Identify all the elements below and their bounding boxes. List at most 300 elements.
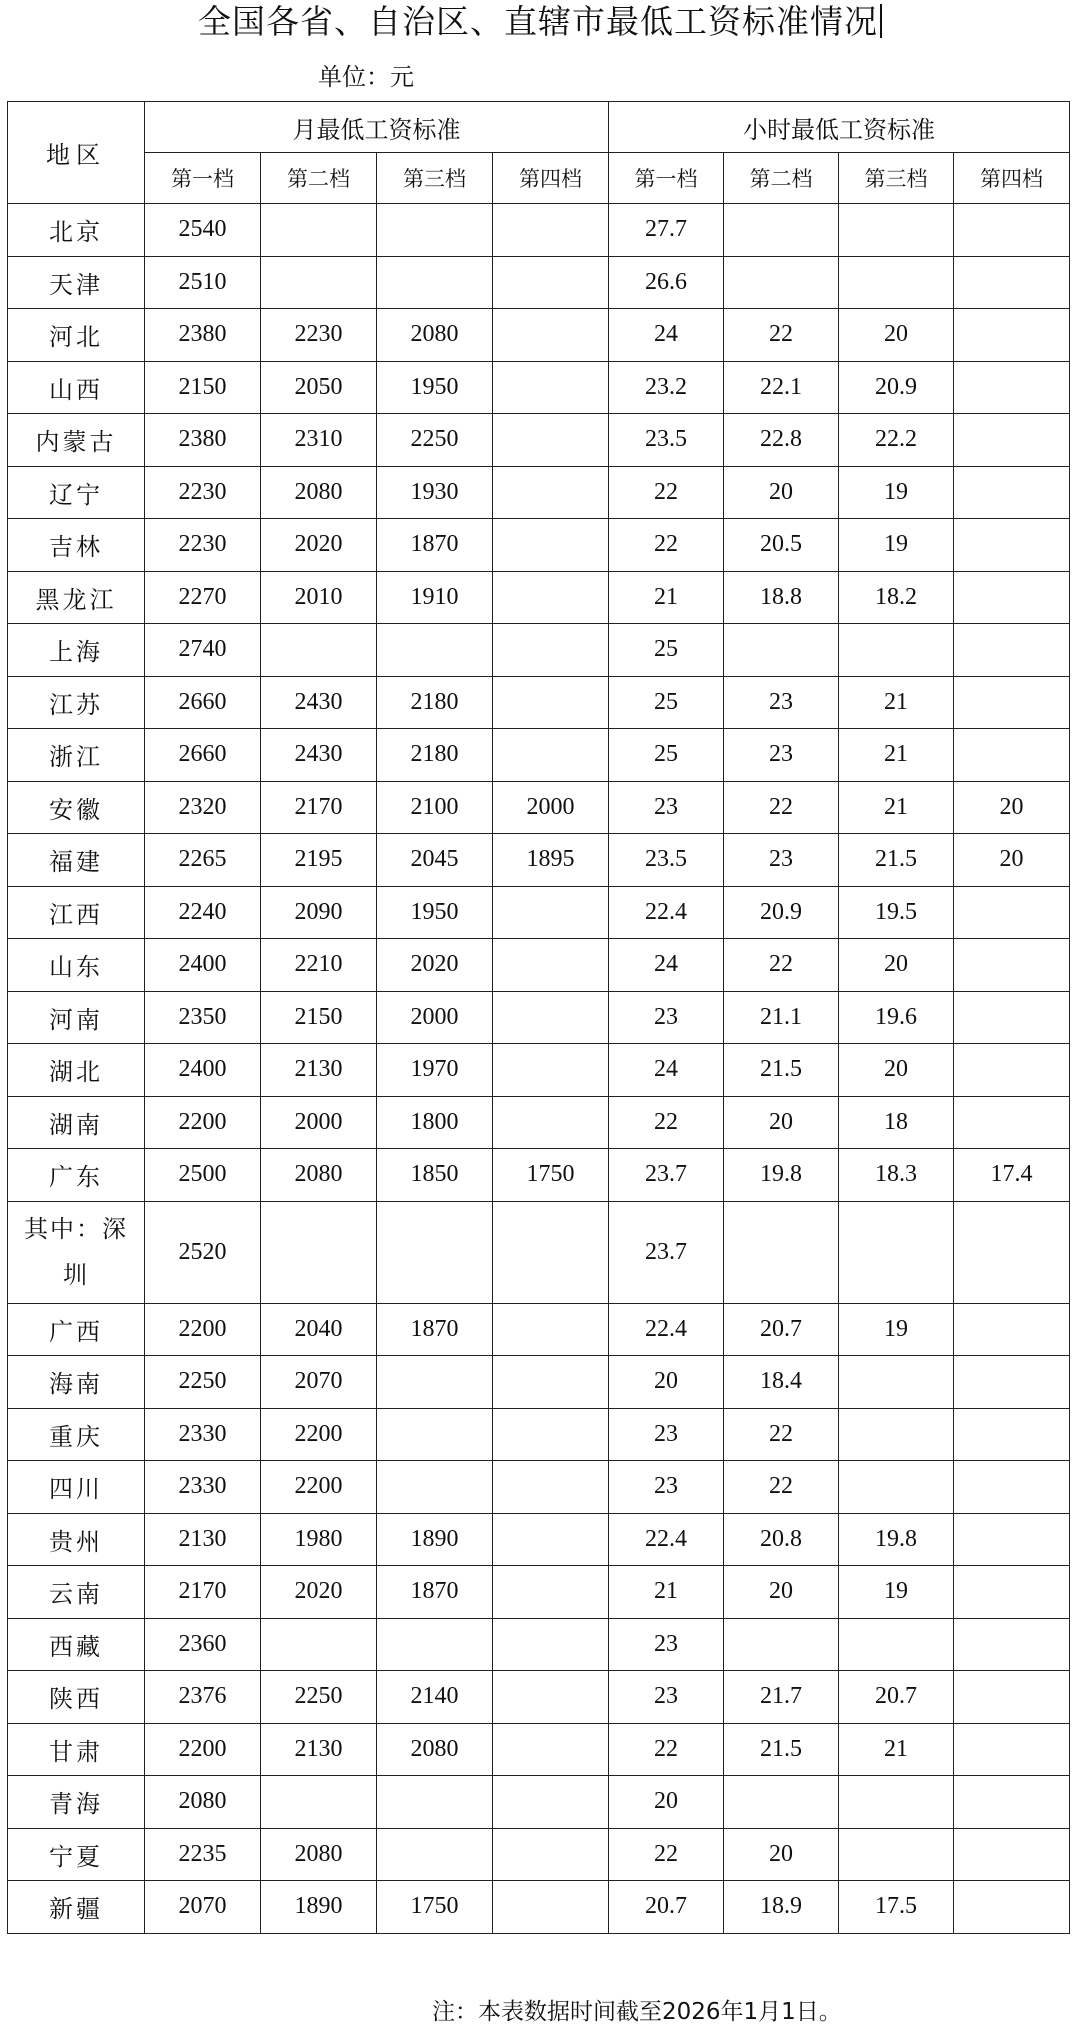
hourly-tier-3-cell — [839, 256, 954, 309]
monthly-tier-4-cell — [493, 1096, 609, 1149]
hourly-tier-1-cell: 24 — [609, 1044, 724, 1097]
monthly-tier-3-cell: 2140 — [377, 1671, 493, 1724]
monthly-tier-1-cell: 2230 — [145, 466, 261, 519]
hourly-tier-4-cell: 17.4 — [954, 1149, 1070, 1202]
monthly-tier-1-cell: 2540 — [145, 204, 261, 257]
monthly-tier-3-cell: 1930 — [377, 466, 493, 519]
region-cell: 湖南 — [8, 1096, 145, 1149]
hourly-tier-3-cell: 18.3 — [839, 1149, 954, 1202]
region-cell: 西藏 — [8, 1618, 145, 1671]
monthly-tier-1-cell: 2740 — [145, 624, 261, 677]
hourly-tier-3-cell: 21 — [839, 729, 954, 782]
monthly-tier-1-cell: 2380 — [145, 309, 261, 362]
hourly-tier-2-cell: 20.7 — [724, 1303, 839, 1356]
table-row — [8, 1096, 1070, 1149]
monthly-tier-2-cell: 2010 — [261, 571, 377, 624]
monthly-tier-4-cell — [493, 729, 609, 782]
monthly-tier-1-cell: 2130 — [145, 1513, 261, 1566]
hourly-tier-4-cell — [954, 1776, 1070, 1829]
hourly-tier-1-cell: 23.5 — [609, 414, 724, 467]
monthly-tier-1-cell: 2400 — [145, 1044, 261, 1097]
table-row — [8, 991, 1070, 1044]
region-cell: 江苏 — [8, 676, 145, 729]
hourly-tier-1-cell: 27.7 — [609, 204, 724, 257]
hourly-tier-3-cell: 20 — [839, 309, 954, 362]
region-header: 地区 — [8, 102, 145, 204]
hourly-tier-1-cell: 22.4 — [609, 1513, 724, 1566]
hourly-tier-4-cell — [954, 414, 1070, 467]
monthly-tier-2-cell: 2130 — [261, 1044, 377, 1097]
hourly-tier-4-cell — [954, 1671, 1070, 1724]
monthly-tier-3-cell: 1950 — [377, 886, 493, 939]
monthly-tier-3-cell: 2000 — [377, 991, 493, 1044]
monthly-tier-4-cell — [493, 1671, 609, 1724]
hourly-tier-3-cell: 17.5 — [839, 1881, 954, 1934]
monthly-tier-2-cell — [261, 624, 377, 677]
hourly-tier-4-cell — [954, 466, 1070, 519]
table-row — [8, 1828, 1070, 1881]
hourly-tier-2-cell: 18.9 — [724, 1881, 839, 1934]
monthly-tier-1-cell: 2200 — [145, 1096, 261, 1149]
hourly-tier-4-cell — [954, 1044, 1070, 1097]
hourly-tier-2-cell — [724, 256, 839, 309]
region-cell: 新疆 — [8, 1881, 145, 1934]
monthly-tier-2-cell — [261, 1618, 377, 1671]
monthly-tier-4-header: 第四档 — [493, 153, 609, 204]
hourly-tier-2-cell: 20.8 — [724, 1513, 839, 1566]
hourly-tier-4-cell — [954, 1618, 1070, 1671]
hourly-tier-1-cell: 20.7 — [609, 1881, 724, 1934]
hourly-tier-1-cell: 23.5 — [609, 834, 724, 887]
monthly-tier-1-cell: 2240 — [145, 886, 261, 939]
region-cell: 北京 — [8, 204, 145, 257]
monthly-tier-4-cell: 2000 — [493, 781, 609, 834]
monthly-tier-2-cell: 2430 — [261, 729, 377, 782]
monthly-tier-4-cell — [493, 1303, 609, 1356]
monthly-tier-1-cell: 2330 — [145, 1461, 261, 1514]
monthly-tier-4-cell — [493, 1723, 609, 1776]
hourly-tier-2-cell — [724, 204, 839, 257]
hourly-tier-3-cell: 20 — [839, 1044, 954, 1097]
hourly-tier-4-cell — [954, 1513, 1070, 1566]
region-cell: 河南 — [8, 991, 145, 1044]
monthly-tier-1-cell: 2400 — [145, 939, 261, 992]
hourly-tier-4-cell — [954, 1881, 1070, 1934]
table-row — [8, 256, 1070, 309]
monthly-tier-2-cell: 2080 — [261, 1149, 377, 1202]
monthly-tier-2-cell: 2070 — [261, 1356, 377, 1409]
hourly-tier-1-cell: 23.2 — [609, 361, 724, 414]
region-cell: 山西 — [8, 361, 145, 414]
hourly-tier-2-cell: 20.9 — [724, 886, 839, 939]
monthly-tier-1-cell: 2330 — [145, 1408, 261, 1461]
region-cell: 山东 — [8, 939, 145, 992]
region-cell: 上海 — [8, 624, 145, 677]
monthly-tier-1-cell: 2230 — [145, 519, 261, 572]
region-cell: 陕西 — [8, 1671, 145, 1724]
hourly-tier-1-cell: 24 — [609, 309, 724, 362]
table-row — [8, 1303, 1070, 1356]
hourly-tier-4-header: 第四档 — [954, 153, 1070, 204]
hourly-tier-4-cell — [954, 1828, 1070, 1881]
table-row — [8, 571, 1070, 624]
monthly-tier-4-cell — [493, 1461, 609, 1514]
monthly-tier-3-cell: 1950 — [377, 361, 493, 414]
hourly-tier-1-cell: 21 — [609, 1566, 724, 1619]
monthly-tier-2-cell: 2020 — [261, 519, 377, 572]
monthly-tier-3-cell — [377, 1618, 493, 1671]
monthly-tier-2-cell: 2310 — [261, 414, 377, 467]
hourly-tier-2-cell: 23 — [724, 834, 839, 887]
table-row — [8, 1671, 1070, 1724]
monthly-tier-2-cell — [261, 1201, 377, 1303]
hourly-tier-2-cell — [724, 1618, 839, 1671]
table-row — [8, 309, 1070, 362]
hourly-tier-2-cell: 23 — [724, 676, 839, 729]
hourly-tier-4-cell — [954, 1408, 1070, 1461]
hourly-tier-2-cell: 20 — [724, 1096, 839, 1149]
table-row — [8, 1149, 1070, 1202]
monthly-tier-3-cell: 1870 — [377, 519, 493, 572]
hourly-tier-1-cell: 23 — [609, 1408, 724, 1461]
monthly-tier-3-cell: 2180 — [377, 729, 493, 782]
monthly-tier-1-cell: 2200 — [145, 1723, 261, 1776]
monthly-tier-4-cell: 1895 — [493, 834, 609, 887]
hourly-tier-2-cell: 23 — [724, 729, 839, 782]
hourly-tier-3-cell — [839, 1201, 954, 1303]
monthly-tier-1-cell: 2235 — [145, 1828, 261, 1881]
monthly-tier-3-cell: 2100 — [377, 781, 493, 834]
hourly-tier-4-cell — [954, 1303, 1070, 1356]
table-row — [8, 1776, 1070, 1829]
monthly-tier-3-cell: 1850 — [377, 1149, 493, 1202]
monthly-tier-2-header: 第二档 — [261, 153, 377, 204]
region-cell: 辽宁 — [8, 466, 145, 519]
hourly-tier-3-cell — [839, 1776, 954, 1829]
monthly-tier-4-cell — [493, 886, 609, 939]
hourly-tier-4-cell — [954, 1356, 1070, 1409]
hourly-tier-3-cell: 22.2 — [839, 414, 954, 467]
hourly-tier-3-cell: 19 — [839, 519, 954, 572]
table-row — [8, 1356, 1070, 1409]
region-cell: 江西 — [8, 886, 145, 939]
monthly-tier-3-header: 第三档 — [377, 153, 493, 204]
hourly-tier-3-cell — [839, 204, 954, 257]
hourly-tier-2-cell — [724, 624, 839, 677]
hourly-tier-3-cell: 19.6 — [839, 991, 954, 1044]
monthly-tier-4-cell — [493, 1828, 609, 1881]
monthly-tier-2-cell: 2040 — [261, 1303, 377, 1356]
region-cell: 吉林 — [8, 519, 145, 572]
monthly-tier-3-cell: 1910 — [377, 571, 493, 624]
hourly-tier-2-cell: 22 — [724, 309, 839, 362]
hourly-tier-4-cell — [954, 256, 1070, 309]
hourly-tier-1-cell: 23 — [609, 1618, 724, 1671]
region-cell: 广西 — [8, 1303, 145, 1356]
monthly-tier-1-cell: 2380 — [145, 414, 261, 467]
hourly-tier-2-cell: 22 — [724, 781, 839, 834]
hourly-tier-1-cell: 20 — [609, 1776, 724, 1829]
monthly-tier-3-cell: 2080 — [377, 1723, 493, 1776]
hourly-tier-2-cell: 22.8 — [724, 414, 839, 467]
hourly-tier-1-cell: 23 — [609, 1671, 724, 1724]
monthly-tier-2-cell: 2430 — [261, 676, 377, 729]
hourly-tier-2-cell: 18.4 — [724, 1356, 839, 1409]
hourly-tier-1-cell: 22.4 — [609, 1303, 724, 1356]
hourly-tier-1-cell: 22 — [609, 1096, 724, 1149]
table-row — [8, 1513, 1070, 1566]
monthly-tier-1-cell: 2360 — [145, 1618, 261, 1671]
monthly-tier-1-cell: 2150 — [145, 361, 261, 414]
hourly-tier-1-cell: 24 — [609, 939, 724, 992]
monthly-tier-4-cell — [493, 361, 609, 414]
hourly-tier-2-cell: 20 — [724, 1828, 839, 1881]
monthly-tier-3-cell — [377, 624, 493, 677]
hourly-tier-1-cell: 23.7 — [609, 1201, 724, 1303]
monthly-tier-4-cell — [493, 1776, 609, 1829]
hourly-tier-3-cell: 20.9 — [839, 361, 954, 414]
monthly-tier-4-cell — [493, 571, 609, 624]
table-row — [8, 1618, 1070, 1671]
region-cell: 河北 — [8, 309, 145, 362]
monthly-tier-3-cell — [377, 1828, 493, 1881]
region-cell: 天津 — [8, 256, 145, 309]
region-cell: 湖北 — [8, 1044, 145, 1097]
hourly-tier-3-cell — [839, 1461, 954, 1514]
text-cursor — [880, 4, 882, 38]
monthly-tier-4-cell — [493, 309, 609, 362]
footnote — [432, 1995, 842, 2029]
monthly-tier-3-cell: 2045 — [377, 834, 493, 887]
monthly-tier-4-cell — [493, 519, 609, 572]
document-title — [0, 2, 1080, 42]
monthly-tier-2-cell: 2090 — [261, 886, 377, 939]
hourly-tier-3-cell — [839, 624, 954, 677]
hourly-tier-2-cell: 21.7 — [724, 1671, 839, 1724]
monthly-tier-2-cell: 2200 — [261, 1461, 377, 1514]
hourly-tier-3-cell — [839, 1828, 954, 1881]
monthly-tier-4-cell — [493, 624, 609, 677]
region-cell: 甘肃 — [8, 1723, 145, 1776]
table-row — [8, 624, 1070, 677]
hourly-tier-3-cell: 18.2 — [839, 571, 954, 624]
hourly-tier-3-header: 第三档 — [839, 153, 954, 204]
monthly-tier-4-cell — [493, 939, 609, 992]
monthly-tier-1-cell: 2200 — [145, 1303, 261, 1356]
hourly-tier-4-cell — [954, 939, 1070, 992]
monthly-tier-2-cell: 1980 — [261, 1513, 377, 1566]
hourly-tier-3-cell — [839, 1356, 954, 1409]
region-cell: 宁夏 — [8, 1828, 145, 1881]
monthly-tier-4-cell — [493, 1513, 609, 1566]
region-cell: 安徽 — [8, 781, 145, 834]
table-row — [8, 1461, 1070, 1514]
hourly-tier-3-cell: 20 — [839, 939, 954, 992]
monthly-tier-4-cell — [493, 1044, 609, 1097]
hourly-tier-3-cell — [839, 1618, 954, 1671]
monthly-tier-4-cell — [493, 256, 609, 309]
hourly-tier-1-cell: 22 — [609, 1828, 724, 1881]
hourly-tier-1-cell: 22 — [609, 1723, 724, 1776]
monthly-tier-3-cell — [377, 1408, 493, 1461]
hourly-tier-4-cell — [954, 1566, 1070, 1619]
monthly-tier-4-cell: 1750 — [493, 1149, 609, 1202]
monthly-tier-2-cell: 2130 — [261, 1723, 377, 1776]
monthly-tier-2-cell: 2250 — [261, 1671, 377, 1724]
table-row — [8, 1201, 1070, 1303]
monthly-tier-1-cell: 2660 — [145, 729, 261, 782]
hourly-tier-3-cell: 19.5 — [839, 886, 954, 939]
monthly-tier-1-cell: 2320 — [145, 781, 261, 834]
hourly-tier-4-cell — [954, 676, 1070, 729]
monthly-tier-4-cell — [493, 676, 609, 729]
monthly-tier-3-cell — [377, 1776, 493, 1829]
table-row — [8, 1723, 1070, 1776]
monthly-tier-1-cell: 2500 — [145, 1149, 261, 1202]
monthly-tier-3-cell: 1800 — [377, 1096, 493, 1149]
hourly-tier-2-cell: 21.1 — [724, 991, 839, 1044]
hourly-tier-1-header: 第一档 — [609, 153, 724, 204]
monthly-tier-3-cell: 2020 — [377, 939, 493, 992]
table-row — [8, 1566, 1070, 1619]
monthly-tier-4-cell — [493, 414, 609, 467]
table-row — [8, 1044, 1070, 1097]
region-cell: 海南 — [8, 1356, 145, 1409]
hourly-tier-3-cell: 21 — [839, 676, 954, 729]
region-cell: 其中：深圳 — [8, 1201, 145, 1303]
hourly-tier-2-cell: 18.8 — [724, 571, 839, 624]
monthly-tier-3-cell — [377, 1201, 493, 1303]
monthly-tier-1-cell: 2250 — [145, 1356, 261, 1409]
hourly-tier-2-cell — [724, 1776, 839, 1829]
table-row — [8, 834, 1070, 887]
hourly-tier-4-cell — [954, 886, 1070, 939]
monthly-tier-3-cell — [377, 1461, 493, 1514]
hourly-tier-3-cell: 19 — [839, 1303, 954, 1356]
hourly-tier-4-cell — [954, 1723, 1070, 1776]
hourly-tier-1-cell: 25 — [609, 729, 724, 782]
hourly-tier-2-cell: 20.5 — [724, 519, 839, 572]
monthly-tier-4-cell — [493, 1356, 609, 1409]
monthly-tier-2-cell: 2230 — [261, 309, 377, 362]
hourly-tier-4-cell — [954, 624, 1070, 677]
region-cell: 贵州 — [8, 1513, 145, 1566]
hourly-tier-4-cell — [954, 571, 1070, 624]
hourly-tier-1-cell: 26.6 — [609, 256, 724, 309]
region-cell: 广东 — [8, 1149, 145, 1202]
region-cell: 四川 — [8, 1461, 145, 1514]
monthly-tier-2-cell: 2020 — [261, 1566, 377, 1619]
hourly-tier-2-cell: 21.5 — [724, 1723, 839, 1776]
hourly-tier-1-cell: 23 — [609, 991, 724, 1044]
hourly-tier-4-cell — [954, 1096, 1070, 1149]
table-row — [8, 204, 1070, 257]
table-row — [8, 1408, 1070, 1461]
hourly-tier-2-cell: 20 — [724, 466, 839, 519]
footnote-text: 注：本表数据时间截至2026年1月1日。 — [432, 1999, 842, 2025]
monthly-tier-4-cell — [493, 1881, 609, 1934]
hourly-tier-3-cell: 21 — [839, 781, 954, 834]
hourly-tier-3-cell: 18 — [839, 1096, 954, 1149]
hourly-tier-3-cell: 19 — [839, 466, 954, 519]
hourly-tier-2-cell: 22 — [724, 1408, 839, 1461]
monthly-tier-1-cell: 2265 — [145, 834, 261, 887]
table-row — [8, 781, 1070, 834]
monthly-tier-3-cell: 1870 — [377, 1303, 493, 1356]
monthly-tier-4-cell — [493, 1566, 609, 1619]
region-cell: 浙江 — [8, 729, 145, 782]
table-row — [8, 729, 1070, 782]
monthly-tier-2-cell: 2150 — [261, 991, 377, 1044]
monthly-tier-3-cell: 2080 — [377, 309, 493, 362]
hourly-tier-4-cell — [954, 729, 1070, 782]
monthly-tier-4-cell — [493, 1618, 609, 1671]
monthly-tier-2-cell: 2000 — [261, 1096, 377, 1149]
monthly-tier-1-header: 第一档 — [145, 153, 261, 204]
region-cell: 青海 — [8, 1776, 145, 1829]
monthly-tier-1-cell: 2270 — [145, 571, 261, 624]
hourly-tier-4-cell — [954, 1461, 1070, 1514]
monthly-tier-4-cell — [493, 204, 609, 257]
hourly-tier-3-cell — [839, 1408, 954, 1461]
hourly-tier-4-cell — [954, 519, 1070, 572]
monthly-tier-2-cell: 2080 — [261, 1828, 377, 1881]
region-cell: 云南 — [8, 1566, 145, 1619]
monthly-tier-1-cell: 2350 — [145, 991, 261, 1044]
document-title-text: 全国各省、自治区、直辖市最低工资标准情况 — [198, 2, 878, 41]
monthly-tier-4-cell — [493, 1201, 609, 1303]
monthly-tier-4-cell — [493, 466, 609, 519]
monthly-tier-2-cell — [261, 1776, 377, 1829]
monthly-header: 月最低工资标准 — [145, 102, 609, 153]
monthly-tier-3-cell: 2180 — [377, 676, 493, 729]
hourly-header: 小时最低工资标准 — [609, 102, 1070, 153]
monthly-tier-2-cell: 2210 — [261, 939, 377, 992]
region-cell: 内蒙古 — [8, 414, 145, 467]
region-cell: 福建 — [8, 834, 145, 887]
hourly-tier-4-cell — [954, 309, 1070, 362]
table-row — [8, 519, 1070, 572]
hourly-tier-1-cell: 25 — [609, 676, 724, 729]
hourly-tier-2-cell — [724, 1201, 839, 1303]
hourly-tier-4-cell: 20 — [954, 781, 1070, 834]
monthly-tier-4-cell — [493, 991, 609, 1044]
table-row — [8, 414, 1070, 467]
hourly-tier-3-cell: 19 — [839, 1566, 954, 1619]
monthly-tier-1-cell: 2376 — [145, 1671, 261, 1724]
unit-label: 单位：元 — [318, 63, 414, 91]
hourly-tier-1-cell: 23.7 — [609, 1149, 724, 1202]
minimum-wage-table — [7, 101, 1070, 1934]
monthly-tier-2-cell: 2050 — [261, 361, 377, 414]
hourly-tier-2-cell: 20 — [724, 1566, 839, 1619]
monthly-tier-1-cell: 2080 — [145, 1776, 261, 1829]
table-row — [8, 886, 1070, 939]
region-cell: 黑龙江 — [8, 571, 145, 624]
table-row — [8, 939, 1070, 992]
hourly-tier-1-cell: 23 — [609, 1461, 724, 1514]
monthly-tier-3-cell — [377, 204, 493, 257]
hourly-tier-1-cell: 22 — [609, 519, 724, 572]
monthly-tier-2-cell: 2170 — [261, 781, 377, 834]
hourly-tier-4-cell — [954, 991, 1070, 1044]
hourly-tier-4-cell: 20 — [954, 834, 1070, 887]
monthly-tier-3-cell — [377, 1356, 493, 1409]
hourly-tier-1-cell: 25 — [609, 624, 724, 677]
hourly-tier-4-cell — [954, 1201, 1070, 1303]
hourly-tier-1-cell: 23 — [609, 781, 724, 834]
monthly-tier-1-cell: 2070 — [145, 1881, 261, 1934]
